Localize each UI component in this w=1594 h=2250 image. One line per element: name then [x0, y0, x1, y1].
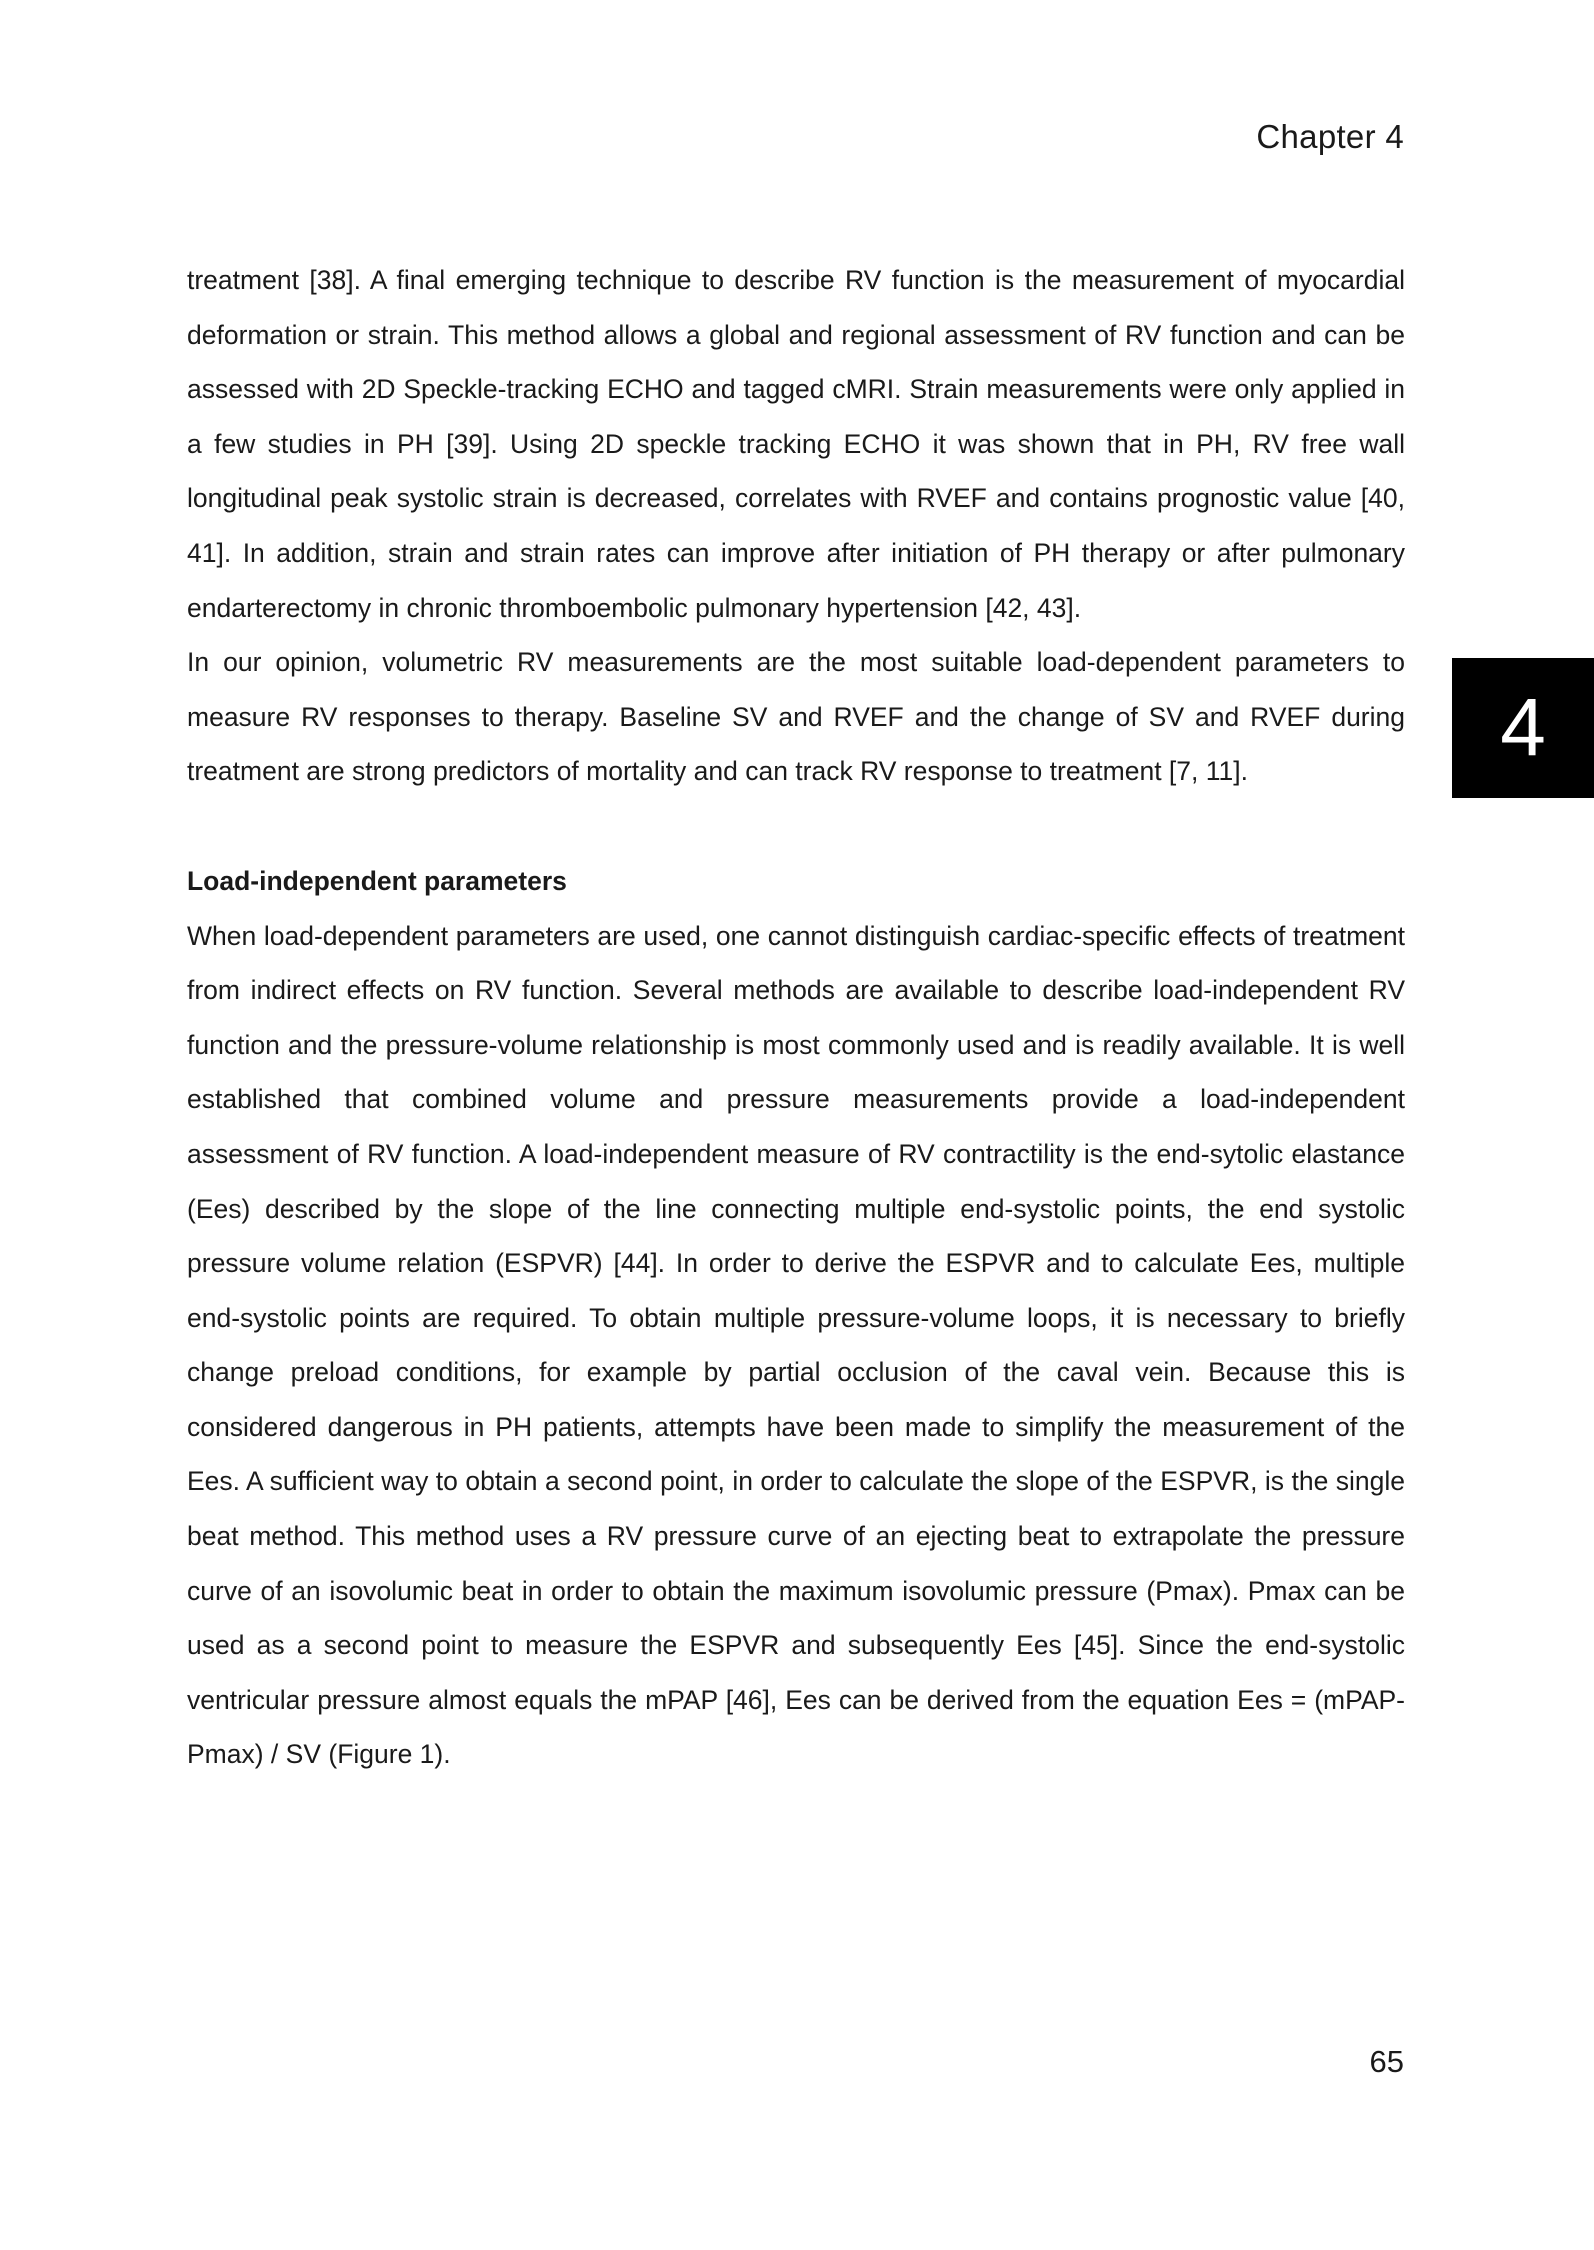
body-text [187, 253, 1405, 1782]
page-number: 65 [1369, 2044, 1404, 2079]
running-header: Chapter 4 [1256, 118, 1404, 155]
paragraph-volumetric: In our opinion, volumetric RV measurements are the most suitable load-dependent parameters to measure RV responses to therapy. Baseline SV and RVEF and the change of SV and RVEF during treatment are strong predictors of mortality and can track RV response to treatment [7, 11]. [187, 647, 1405, 787]
paragraph-strain: treatment [38]. A final emerging technique to describe RV function is the measurement of myocardial deformation or strain. This method allows a global and regional assessment of RV function and can be assessed with 2D Speckle-tracking ECHO and tagged cMRI. Strain measurements were only applied in a few studies in PH [39]. Using 2D speckle tracking ECHO it was shown that in PH, RV free wall longitudinal peak systolic strain is decreased, correlates with RVEF and contains prognostic value [40, 41]. In addition, strain and strain rates can improve after initiation of PH therapy or after pulmonary endarterectomy in chronic thromboembolic pulmonary hypertension [42, 43]. [187, 265, 1405, 623]
section-heading: Load-independent parameters [187, 865, 567, 896]
paragraph-load-independent: When load-dependent parameters are used, one cannot distinguish cardiac-specific effects of treatment from indirect effects on RV function. Several methods are available to describe load-independent RV function and the pressure-volume relationship is most commonly used and is readily available. It is well established that combined volume and pressure measurements provide a load-independent assessment of RV function. A load-independent measure of RV contractility is the end-sytolic elastance (Ees) described by the slope of the line connecting multiple end-systolic points, the end systolic pressure volume relation (ESPVR) [44]. In order to derive the ESPVR and to calculate Ees, multiple end-systolic points are required. To obtain multiple pressure-volume loops, it is necessary to briefly change preload conditions, for example by partial occlusion of the caval vein. Because this is considered dangerous in PH patients, attempts have been made to simplify the measurement of the Ees. A sufficient way to obtain a second point, in order to calculate the slope of the ESPVR, is the single beat method. This method uses a RV pressure curve of an ejecting beat to extrapolate the pressure curve of an isovolumic beat in order to obtain the maximum isovolumic pressure (Pmax). Pmax can be used as a second point to measure the ESPVR and subsequently Ees [45]. Since the end-systolic ventricular pressure almost equals the mPAP [46], Ees can be derived from the equation Ees = (mPAP-Pmax) / SV (Figure 1). [187, 920, 1405, 1770]
chapter-tab: 4 [1452, 658, 1594, 798]
